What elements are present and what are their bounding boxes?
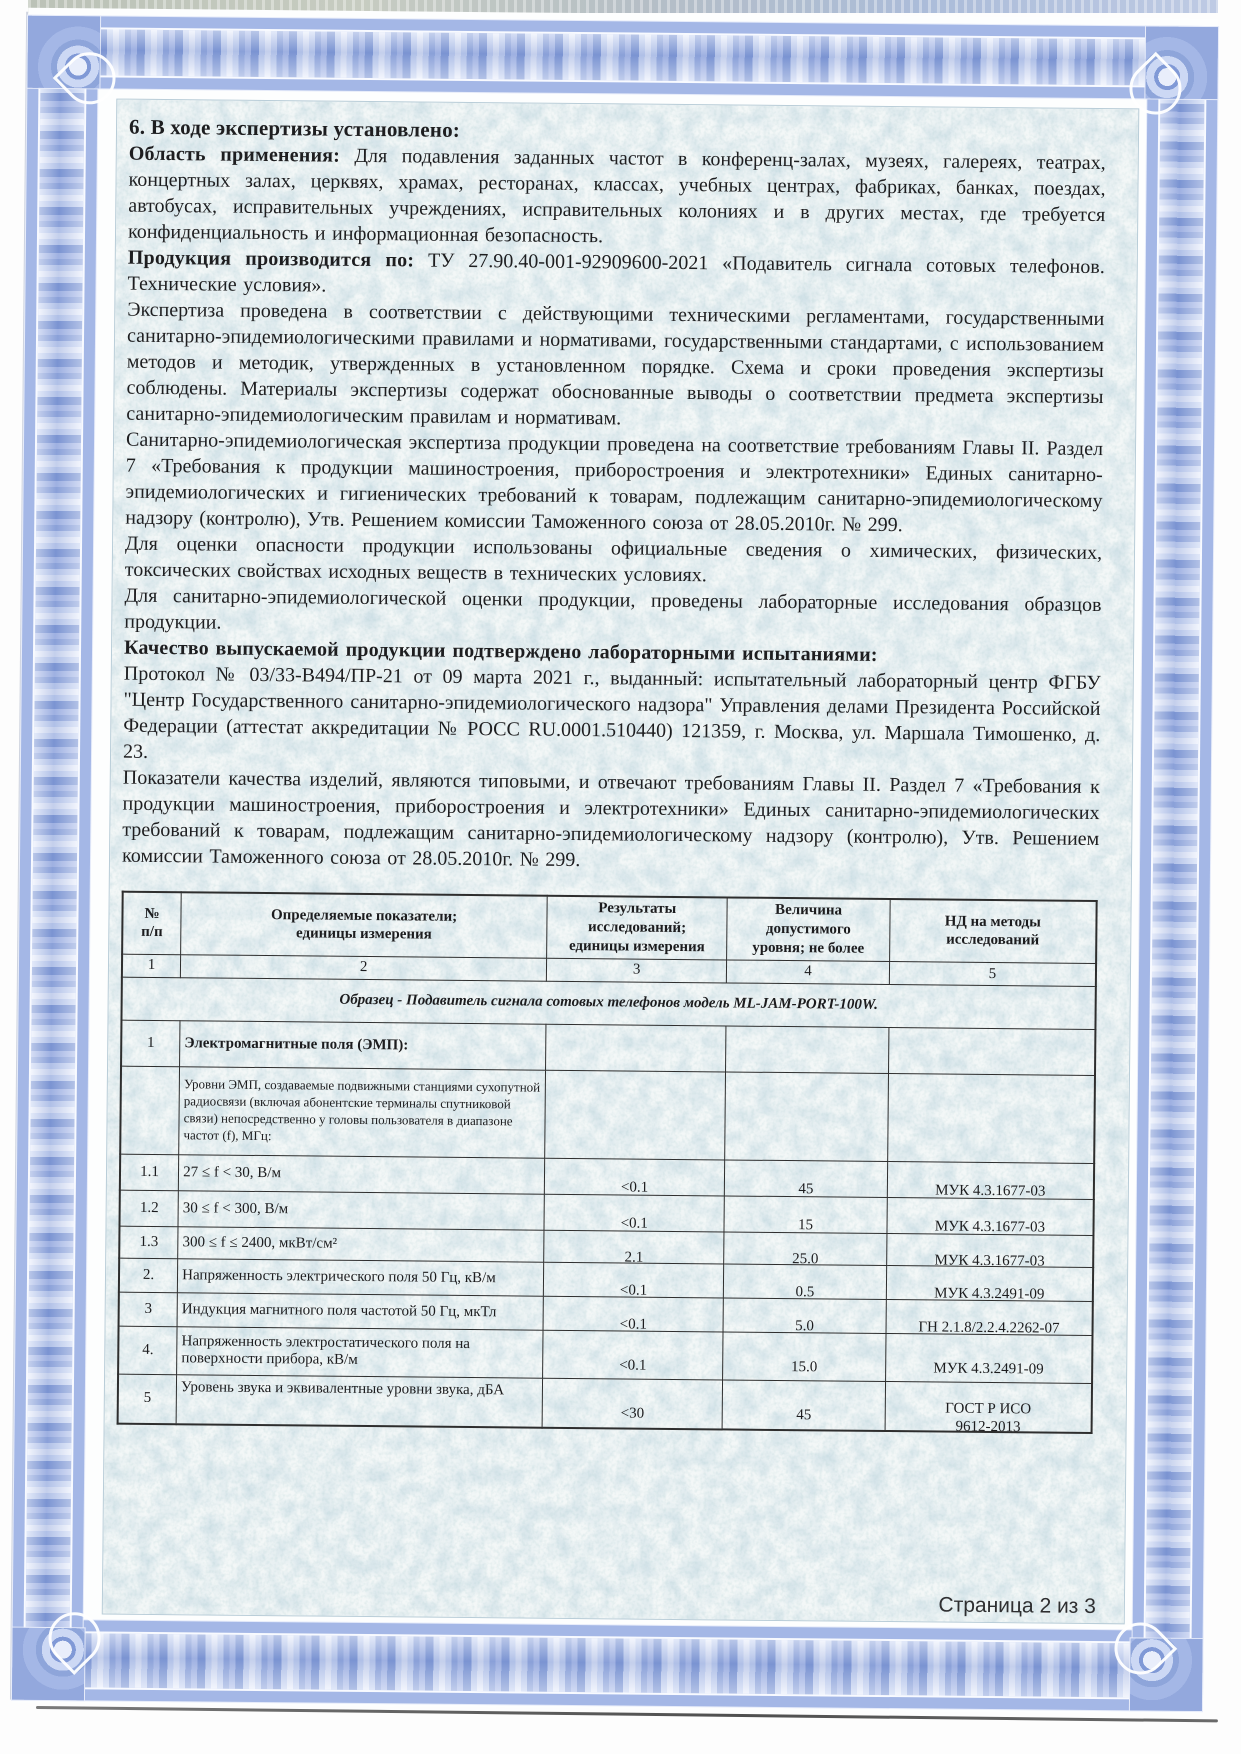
cell-indicator: 27 ≤ f < 30, В/м	[178, 1154, 544, 1194]
cell-num	[120, 1066, 179, 1155]
cell-limit: 0.5	[724, 1263, 887, 1299]
cell-result: <0.1	[543, 1262, 723, 1298]
header-cell-num: № п/п	[122, 892, 181, 955]
cell-result	[545, 1070, 726, 1160]
cell-indicator: Напряженность электростатического поля на поверхности прибора, кВ/м	[177, 1326, 543, 1378]
paragraph-text: Санитарно-эпидемиологическая экспертиза продукции проведена на соответствие требованиям Главы II. Раздел 7 «Требования к продукции машиностроения, приборостроения и электротехники» Единых санитарно-эпидемиологических и гигиенических требований к товарам, подлежащим санитарно-эпидемиологическому надзору (контролю), Утв. Решением комиссии Таможенного союза от 28.05.2010г. № 299.	[125, 428, 1104, 537]
paragraph-produced-by	[127, 245, 1104, 306]
cell-result: <0.1	[543, 1330, 724, 1380]
header-cell-indicator: Определяемые показатели; единицы измерения	[181, 892, 548, 958]
paragraph-quality-indicators	[122, 765, 1100, 878]
paragraph-expertise	[126, 297, 1104, 436]
cell-num: 1.2	[120, 1190, 179, 1227]
table-row	[120, 1066, 1095, 1163]
cell-limit: 15	[724, 1195, 887, 1233]
paragraph-text: Для санитарно-эпидемиологической оценки продукции, проведены лабораторные исследования образцов продукции.	[124, 584, 1102, 634]
security-paper-area	[102, 99, 1140, 1625]
corner-ornament-top-left	[27, 16, 100, 89]
cell-method: МУК 4.3.1677-03	[887, 1161, 1094, 1199]
corner-ornament-top-right	[1145, 26, 1218, 99]
border-motif	[23, 16, 87, 1692]
border-motif	[1143, 27, 1207, 1703]
sample-caption: Образец - Подавитель сигнала сотовых телефонов модель ML-JAM-PORT-100W.	[121, 977, 1095, 1029]
cell-method	[888, 1027, 1095, 1075]
paragraph-protocol	[123, 661, 1101, 774]
cell-result: <30	[542, 1378, 723, 1430]
border-motif	[12, 1631, 1203, 1700]
cell-method: ГОСТ Р ИСО 9612-2013	[885, 1381, 1092, 1433]
header-cell-result: Результаты исследований; единицы измерения	[547, 896, 728, 960]
cell-num: 1.1	[120, 1154, 179, 1191]
paragraph-lead: Область применения:	[128, 142, 341, 167]
cell-result: 2.1	[544, 1230, 724, 1264]
col-number: 1	[122, 954, 181, 978]
cell-indicator: Электромагнитные поля (ЭМП):	[180, 1020, 546, 1070]
cell-indicator: 300 ≤ f ≤ 2400, мкВт/см²	[178, 1226, 544, 1262]
paragraph-text: Экспертиза проведена в соответствии с действующими техническими регламентами, государственными санитарно-эпидемиологическими правилами и нормативами, государственными стандартами, с использованием методов и методик, утвержденных в установленном порядке. Схема и сроки проведения экспертизы соблюдены. Материалы экспертизы содержат обоснованные выводы о соответствии предмета экспертизы санитарно-эпидемиологическим правилам и нормативам.	[126, 298, 1105, 430]
paragraph-scope	[128, 141, 1106, 254]
cell-limit: 15.0	[723, 1331, 886, 1381]
corner-ornament-bottom-left	[12, 1628, 85, 1701]
cell-indicator: Напряженность электрического поля 50 Гц, кВ/м	[178, 1258, 544, 1296]
page-number: Страница 2 из 3	[938, 1593, 1097, 1619]
table-row	[118, 1374, 1092, 1433]
cell-indicator: Уровни ЭМП, создаваемые подвижными станциями сухопутной радиосвязи (включая абонентские терминалы спутниковой связи) непосредственно у головы пользователя в диапазоне частот (f), МГц:	[179, 1066, 546, 1158]
table-header-row	[122, 892, 1097, 963]
cell-method: МУК 4.3.2491-09	[885, 1333, 1092, 1383]
col-number: 3	[546, 958, 726, 983]
cell-limit: 5.0	[723, 1297, 886, 1333]
cell-method: ГН 2.1.8/2.2.4.2262-07	[886, 1299, 1093, 1335]
col-number: 4	[727, 959, 890, 984]
cell-indicator: Уровень звука и эквивалентные уровни звука, дБА	[176, 1374, 542, 1428]
header-cell-method: НД на методы исследований	[889, 899, 1096, 963]
cell-num: 1.3	[119, 1226, 178, 1259]
cell-limit: 45	[722, 1379, 885, 1431]
lab-results-table	[117, 891, 1098, 1434]
paragraph-hazard-data	[125, 531, 1102, 592]
cell-num: 2.	[119, 1258, 178, 1293]
corner-ornament-bottom-right	[1130, 1638, 1203, 1711]
paragraph-text: Показатели качества изделий, являются типовыми, и отвечают требованиям Главы II. Раздел 7 «Требования к продукции машиностроения, приборостроения и электротехники» Единых санитарно-эпидемиологических требований к товарам, подлежащим санитарно-эпидемиологическому надзору (контролю), Утв. Решением комиссии Таможенного союза от 28.05.2010г. № 299.	[121, 766, 1100, 872]
cell-num: 1	[121, 1020, 180, 1067]
paragraph-text: Для подавления заданных частот в конференц-залах, музеях, галереях, театрах, концертных залах, церквях, храмах, ресторанах, классах, учебных центрах, фабриках, банках, поездах, автобусах, исправительных учреждениях, исправительных колониях и в других местах, где требуется конфиденциальность и информационная безопасность.	[127, 144, 1106, 248]
cell-indicator: 30 ≤ f < 300, В/м	[178, 1190, 544, 1230]
cell-result: <0.1	[543, 1296, 723, 1332]
paragraph-text: Для оценки опасности продукции использованы официальные сведения о химических, физических, токсических свойствах исходных веществ в технических условиях.	[124, 532, 1103, 587]
col-number: 5	[889, 961, 1096, 986]
paragraph-lead: Продукция производится по:	[127, 246, 415, 272]
cell-result: <0.1	[544, 1194, 724, 1232]
col-number: 2	[181, 954, 547, 981]
paragraph-lab-research	[124, 583, 1101, 644]
paragraph-lead: Качество выпускаемой продукции подтверждено лабораторными испытаниями:	[123, 636, 878, 666]
cell-limit	[725, 1071, 888, 1161]
cell-method: МУК 4.3.1677-03	[886, 1233, 1093, 1267]
cell-result	[546, 1024, 727, 1072]
guilloche-border-top	[27, 16, 1218, 99]
certificate-page	[12, 8, 1218, 1714]
guilloche-border-right	[1132, 26, 1218, 1703]
cell-limit	[726, 1025, 889, 1073]
guilloche-border-left	[12, 16, 98, 1693]
cell-num: 3	[119, 1292, 178, 1327]
paragraph-text: Протокол № 03/33-В494/ПР-21 от 09 марта 2021 г., выданный: испытательный лабораторный центр ФГБУ "Центр Государственного санитарно-эпидемиологического надзора" Управления делами Президента Российской Федерации (аттестат аккредитации № РОСС RU.0001.510440) 121359, г. Москва, ул. Маршала Тимошенко, д. 23.	[122, 662, 1101, 763]
cell-limit: 25.0	[724, 1231, 887, 1265]
document-content	[103, 100, 1138, 1624]
cell-indicator: Индукция магнитного поля частотой 50 Гц, мкТл	[177, 1292, 543, 1330]
header-cell-limit: Величина допустимого уровня; не более	[727, 897, 890, 961]
cell-num: 5	[118, 1374, 177, 1425]
cell-result: <0.1	[544, 1158, 724, 1196]
cell-method	[887, 1073, 1095, 1163]
cell-num: 4.	[118, 1326, 177, 1375]
section-heading: 6. В ходе экспертизы установлено:	[128, 114, 461, 142]
border-motif	[28, 27, 1218, 88]
paragraph-text: ТУ 27.90.40-001-92909600-2021 «Подавитель сигнала сотовых телефонов. Технические условия».	[127, 249, 1105, 297]
paragraph-sanitary-expertise	[125, 427, 1103, 540]
cell-limit: 45	[725, 1159, 888, 1197]
guilloche-border-bottom	[12, 1620, 1203, 1711]
cell-method: МУК 4.3.2491-09	[886, 1265, 1093, 1301]
cell-method: МУК 4.3.1677-03	[887, 1197, 1094, 1235]
